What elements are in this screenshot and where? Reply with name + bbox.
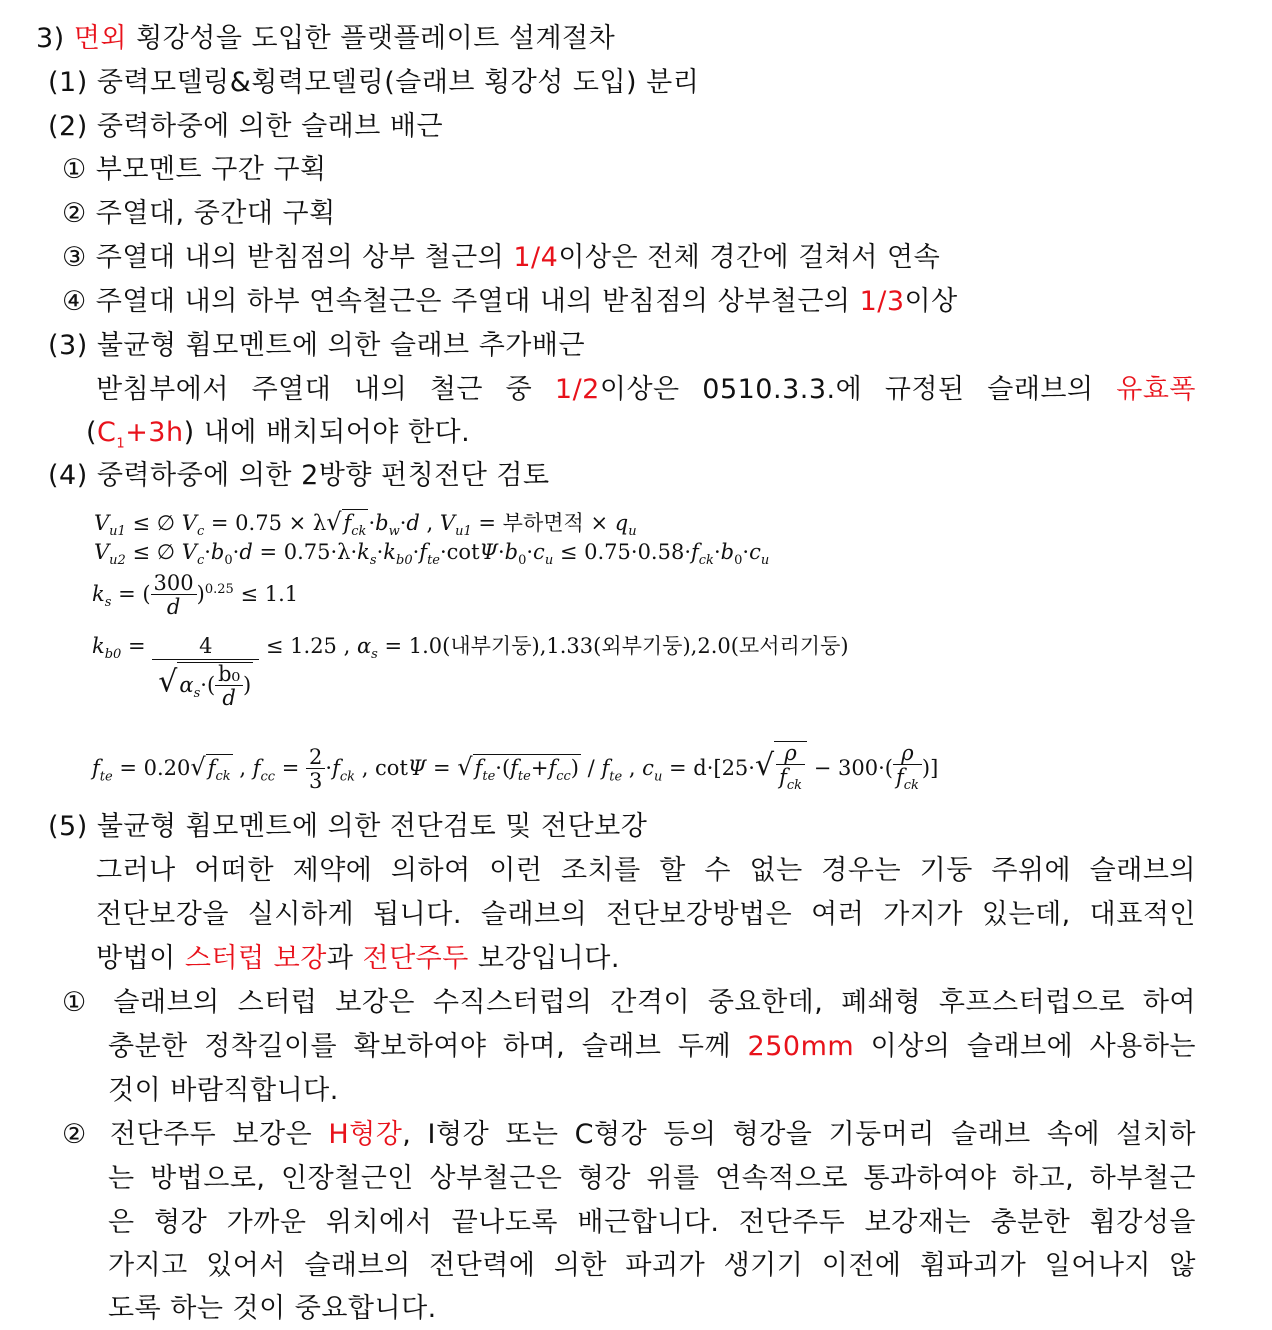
item-5-body-3: 방법이 스터럽 보강과 전단주두 보강입니다. (96, 943, 620, 974)
item-5-sub-1-end: 것이 바람직합니다. (108, 1075, 339, 1106)
highlight-text: $C_1+3h$ (97, 417, 184, 452)
item-5-sub-2-cont-3: 가지고 있어서 슬래브의 전단력에 의한 파괴가 생기기 이전에 휨파괴가 일어나지 않 (108, 1250, 1196, 1281)
item-5-sub-1: ① 슬래브의 스터럽 보강은 수직스터럽의 간격이 중요한데, 폐쇄형 후프스터럽으로 하여 (62, 987, 1196, 1018)
subitem-1: ① 부모멘트 구간 구획 (62, 154, 327, 185)
item-2: (2) 중력하중에 의한 슬래브 배근 (48, 111, 444, 142)
item-3: (3) 불균형 휨모멘트에 의한 슬래브 추가배근 (48, 330, 586, 361)
heading-text: 횡강성을 도입한 플랫플레이트 설계절차 (126, 23, 616, 54)
item-5-sub-2-cont-1: 는 방법으로, 인장철근인 상부철근은 형강 위를 연속적으로 통과하여야 하고, 하부철근 (108, 1163, 1196, 1194)
item-4: (4) 중력하중에 의한 2방향 펀칭전단 검토 (48, 460, 550, 491)
highlight-text: 1/2 (554, 374, 600, 405)
item-5-body-1: 그러나 어떠한 제약에 의하여 이런 조치를 할 수 없는 경우는 기둥 주위에 슬래브의 (96, 855, 1196, 886)
highlight-text: H형강 (328, 1119, 403, 1150)
highlight-text: 250mm (747, 1031, 855, 1062)
item-5: (5) 불균형 휨모멘트에 의한 전단검토 및 전단보강 (48, 811, 648, 842)
highlight-text: 면외 (73, 23, 127, 54)
subitem-4: ④ 주열대 내의 하부 연속철근은 주열대 내의 받침점의 상부철근의 1/3이상 (62, 286, 958, 317)
item-3-body-1: 받침부에서 주열대 내의 철근 중 1/2이상은 0510.3.3.에 규정된 슬래브의 유효폭 (96, 374, 1196, 405)
item-5-sub-1-cont: 충분한 정착길이를 확보하여야 하며, 슬래브 두께 250mm 이상의 슬래브에 사용하는 (108, 1031, 1196, 1062)
highlight-text: 유효폭 (1116, 374, 1196, 405)
item-5-body-2: 전단보강을 실시하게 됩니다. 슬래브의 전단보강방법은 여러 가지가 있는데, 대표적인 (96, 899, 1196, 930)
item-5-sub-2: ② 전단주두 보강은 H형강, I형강 또는 C형강 등의 형강을 기둥머리 슬래브 속에 설치하 (62, 1119, 1196, 1150)
equation-fte: $f_{te} = 0.20√f_{ck}$ , $f_{cc}$ = $\frac{2}{3}$ $\cdot f_{ck}$ , $\cot\Psi = √f_{te}\cdot(f_{te}+f_{cc}) / f_{te}$ , $c_u = d\cdot[25\cdot√$ $\frac{\rho}{f_{ck}}$ − 300·( $\frac{\rho}{f_{ck}}$ )] (92, 741, 938, 798)
subitem-3: ③ 주열대 내의 받침점의 상부 철근의 1/4이상은 전체 경간에 걸쳐서 연속 (62, 242, 941, 273)
equation-vu2: $V_{u2}$ ≤ ∅ $V_c\cdot b_0\cdot d = 0.75\cdot\lambda\cdot k_s\cdot k_{b0}\cdot f_{te}\cdot\cot\Psi\cdot b_0\cdot c_u \le 0.75\cdot 0.58\cdot f_{ck}\cdot b_0\cdot c_u$ (94, 540, 770, 569)
highlight-text: 1/4 (513, 242, 559, 273)
equation-kb0: $k_{b0}$ = 4 $√\alpha_s\cdot$( $\frac{\text{b₀}}{d}$ ) ≤ 1.25 , $\alpha_s = 1.0$(내부기둥),1.33(외부기둥),2.0(모서리기둥) (92, 634, 849, 710)
equation-ks: $k_s$ = ( $\frac{300}{d}$ )$^{0.25}$ ≤ 1.1 (92, 571, 299, 619)
item-5-sub-2-cont-2: 은 형강 가까운 위치에서 끝나도록 배근합니다. 전단주두 보강재는 충분한 휨강성을 (108, 1207, 1196, 1238)
item-1: (1) 중력모델링&횡력모델링(슬래브 횡강성 도입) 분리 (48, 67, 700, 98)
heading-3 (36, 22, 1272, 56)
highlight-text: 스터럽 보강 (184, 943, 327, 974)
item-3-body-2: $(C_1+3h)$ 내에 배치되어야 한다. (86, 417, 471, 452)
subitem-2: ② 주열대, 중간대 구획 (62, 198, 336, 229)
highlight-text: 1/3 (859, 286, 905, 317)
heading-number: 3) (36, 23, 65, 54)
highlight-text: 전단주두 (362, 943, 469, 974)
item-5-sub-2-end: 도록 하는 것이 중요합니다. (108, 1293, 437, 1324)
equation-vu1: $V_{u1}$ ≤ ∅ $V_c = 0.75 \times \lambda√f_{ck}\cdot b_w\cdot d$ , $V_{u1}$ = 부하면적 × $q_u$ (94, 509, 637, 545)
